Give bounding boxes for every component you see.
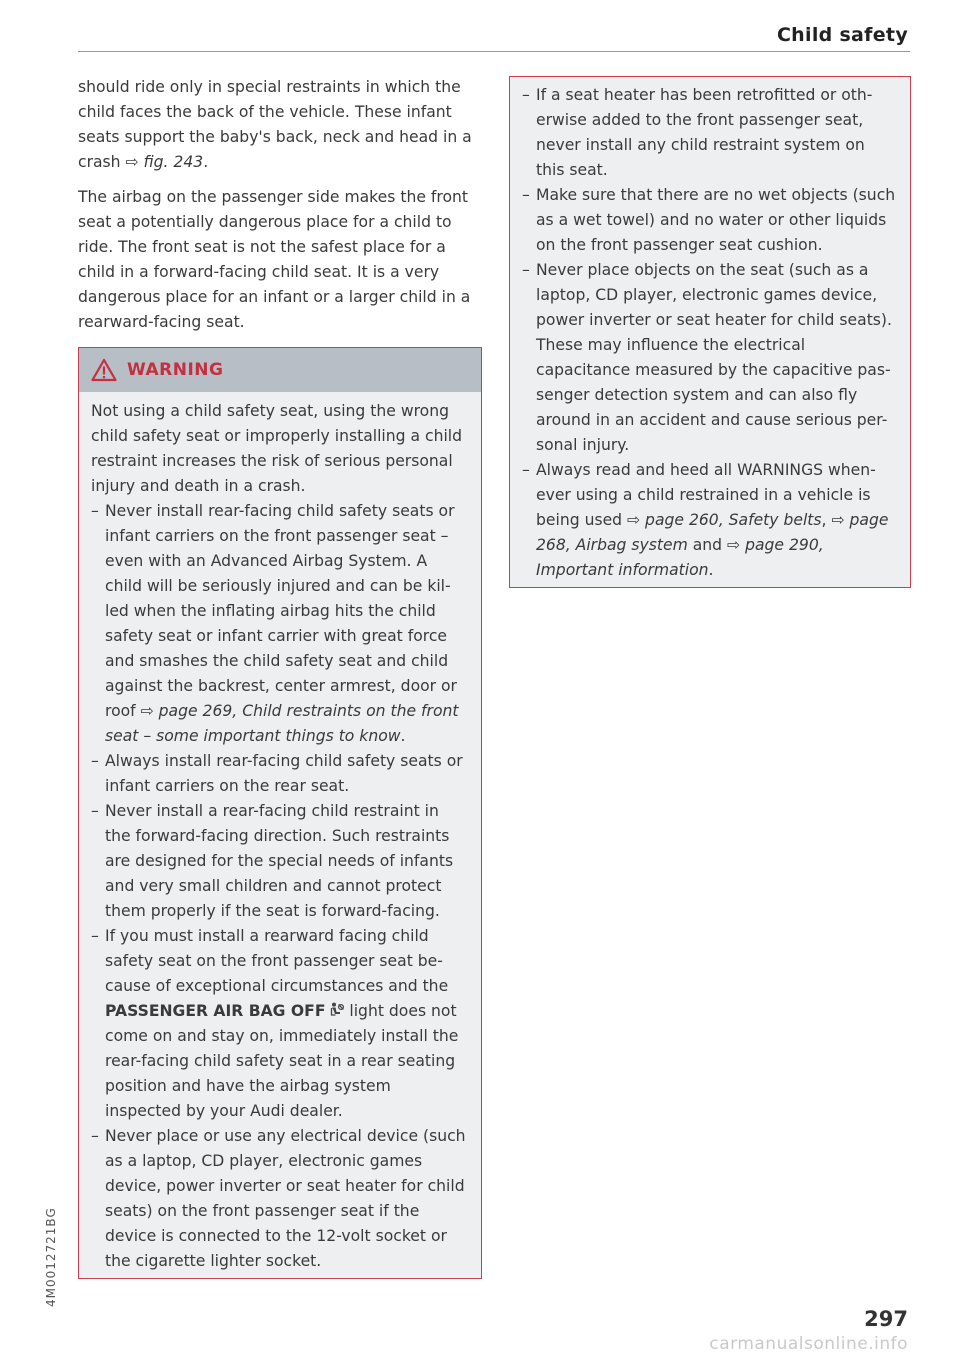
warning-item-objects-on-seat: – Never place objects on the seat (such as a laptop, CD player, electronic games device, power inverter or seat heater for child seats). These may influence the electrical capacitance measured by the capacitive pas-senger detection system and can also fly around in an accident and cause serious per-sonal injury.: [522, 258, 898, 458]
warning-item-airbag-off: – If you must install a rearward facing child safety seat on the front passenger seat be-cause of exceptional circumstances and the PASSENGER AIR BAG OFF light does not come on and stay on, immediately install the rear-facing child safety seat in a rear seating position and have the airbag system inspected by your Audi dealer.: [91, 924, 469, 1124]
warning-item-electrical-device: – Never place or use any electrical device (such as a laptop, CD player, electronic games device, power inverter or seat heater for child seats) on the front passenger seat if the device is connected to the 12-volt socket or the cigarette lighter socket.: [91, 1124, 469, 1274]
page-number: 297: [864, 1307, 908, 1331]
page-260-reference-link[interactable]: ⇨ page 260, Safety belts: [627, 511, 822, 529]
warning-continuation-box: [509, 76, 911, 588]
warning-triangle-icon: [91, 358, 117, 382]
figure-reference-link[interactable]: ⇨ fig. 243: [125, 153, 204, 171]
warning-item-wet-objects: – Make sure that there are no wet objects (such as a wet towel) and no water or other liquids on the front passenger seat cushion.: [522, 183, 898, 258]
header-divider: [78, 51, 910, 52]
left-column: [78, 75, 482, 1279]
warning-title: WARNING: [127, 360, 224, 380]
right-column: [509, 75, 911, 588]
section-title: Child safety: [776, 24, 908, 46]
warning-item-seat-heater: – If a seat heater has been retrofitted or oth-erwise added to the front passenger seat, never install any child restraint system on this seat.: [522, 83, 898, 183]
intro-paragraph-2: The airbag on the passenger side makes the front seat a potentially dangerous place for a child to ride. The front seat is not the safest place for a child in a forward-facing child seat. It is a very dangerous place for an infant or a larger child in a rearward-facing seat.: [78, 188, 471, 331]
intro-paragraph-1: should ride only in special restraints in which the child faces the back of the vehicle. These infant seats support the baby's back, neck and head in a crash ⇨ fig. 243.: [78, 78, 472, 171]
page-269-reference-link[interactable]: ⇨ page 269, Child restraints on the front seat – some important things to know: [105, 702, 459, 745]
warning-item-front-seat: – Never install rear-facing child safety seats or infant carriers on the front passenger seat – even with an Advanced Airbag System. A child will be seriously injured and can be kil-led when the inflating airbag hits the child safety seat or infant carrier with great force and smashes the child safety seat and child against the backrest, center armrest, door or roof ⇨ page 269, Child restraints on the front seat – some important things to know.: [91, 499, 469, 749]
warning-item-direction: – Never install a rear-facing child restraint in the forward-facing direction. Such restraints are designed for the special needs of infants and very small children and cannot protect them properly if the seat is forward-facing.: [91, 799, 469, 924]
warning-box: [78, 347, 482, 1279]
warning-item-read-warnings: – Always read and heed all WARNINGS when-ever using a child restrained in a vehicle is being used ⇨ page 260, Safety belts, ⇨ page 268, Airbag system and ⇨ page 290, Important information.: [522, 458, 898, 583]
document-code: 4M0012721BG: [44, 1207, 58, 1307]
page-268-reference-link[interactable]: ⇨ page 268, Airbag system: [536, 511, 889, 554]
warning-header: [79, 348, 481, 392]
passenger-airbag-off-icon: [330, 1002, 344, 1018]
passenger-air-bag-off-label: PASSENGER AIR BAG OFF: [105, 1002, 326, 1020]
page-290-reference-link[interactable]: ⇨ page 290, Important information: [536, 536, 824, 579]
warning-intro: Not using a child safety seat, using the wrong child safety seat or improperly installing a child restraint increases the risk of serious personal injury and death in a crash.: [91, 402, 463, 495]
warning-item-rear-seat: – Always install rear-facing child safety seats or infant carriers on the rear seat.: [91, 749, 469, 799]
warning-body: [79, 392, 481, 1278]
warning-continuation-list: [522, 83, 898, 583]
warning-list: [91, 499, 469, 1274]
watermark: carmanualsonline.info: [709, 1334, 908, 1354]
